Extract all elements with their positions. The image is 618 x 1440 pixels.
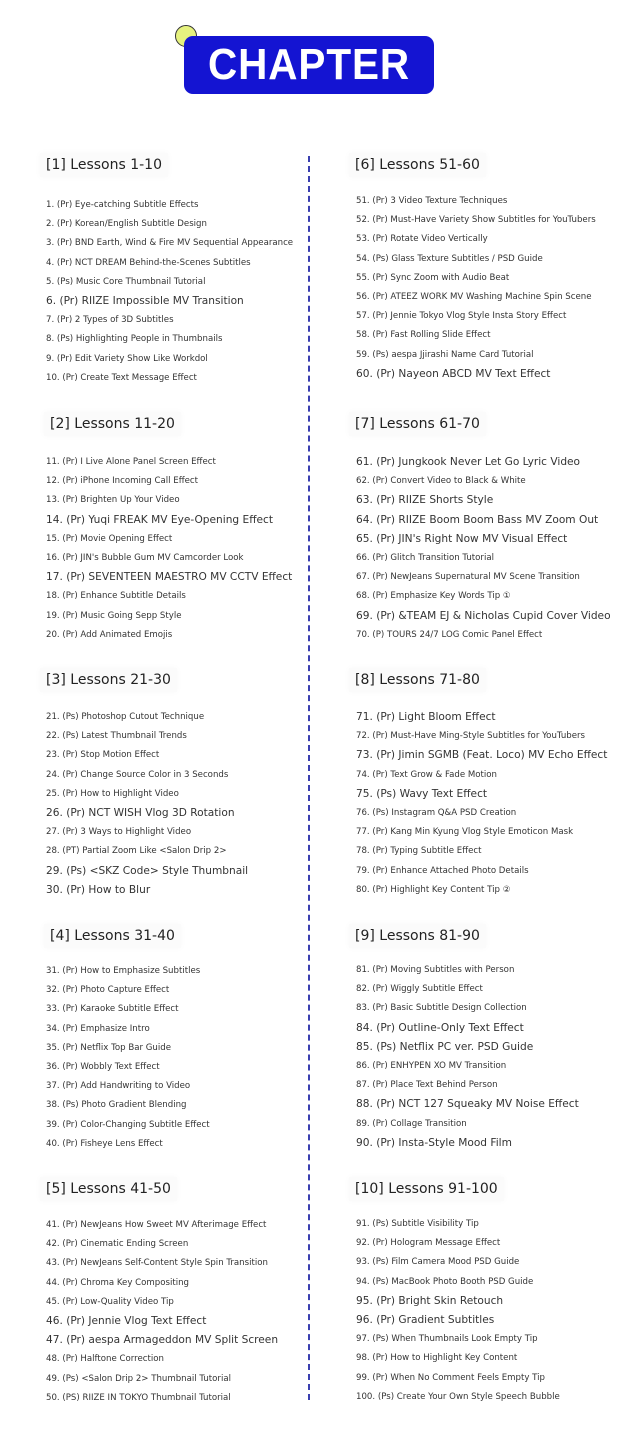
lesson-item: 49. (Ps) <Salon Drip 2> Thumbnail Tutorial — [46, 1373, 231, 1384]
lesson-item: 58. (Pr) Fast Rolling Slide Effect — [356, 330, 491, 341]
lesson-item: 71. (Pr) Light Bloom Effect — [356, 711, 496, 723]
lesson-item: 37. (Pr) Add Handwriting to Video — [46, 1081, 191, 1092]
lesson-item: 11. (Pr) I Live Alone Panel Screen Effect — [46, 457, 216, 467]
lesson-item: 94. (Ps) MacBook Photo Booth PSD Guide — [356, 1276, 534, 1287]
lesson-item: 83. (Pr) Basic Subtitle Design Collection — [356, 1003, 527, 1014]
lesson-item: 26. (Pr) NCT WISH Vlog 3D Rotation — [46, 807, 235, 819]
lesson-item: 23. (Pr) Stop Motion Effect — [46, 750, 160, 761]
lesson-item: 82. (Pr) Wiggly Subtitle Effect — [356, 984, 483, 995]
section-title: [7] Lessons 61-70 — [349, 412, 486, 436]
lesson-item: 39. (Pr) Color-Changing Subtitle Effect — [46, 1119, 210, 1130]
lesson-item: 52. (Pr) Must-Have Variety Show Subtitles for YouTubers — [356, 215, 596, 226]
lesson-item: 25. (Pr) How to Highlight Video — [46, 788, 179, 799]
lesson-item: 78. (Pr) Typing Subtitle Effect — [356, 846, 482, 857]
chapter-banner — [184, 36, 434, 94]
section-title: [5] Lessons 41-50 — [40, 1177, 177, 1201]
lesson-item: 9. (Pr) Edit Variety Show Like Workdol — [46, 353, 208, 364]
lesson-item: 85. (Ps) Netflix PC ver. PSD Guide — [356, 1040, 534, 1053]
lesson-item: 38. (Ps) Photo Gradient Blending — [46, 1100, 187, 1111]
lesson-item: 50. (PS) RIIZE IN TOKYO Thumbnail Tutorial — [46, 1392, 231, 1403]
lesson-item: 18. (Pr) Enhance Subtitle Details — [46, 591, 186, 602]
lesson-item: 34. (Pr) Emphasize Intro — [46, 1023, 150, 1034]
lesson-item: 56. (Pr) ATEEZ WORK MV Washing Machine Spin Scene — [356, 292, 592, 302]
lesson-item: 51. (Pr) 3 Video Texture Techniques — [356, 196, 508, 206]
lesson-item: 14. (Pr) Yuqi FREAK MV Eye-Opening Effect — [46, 513, 274, 526]
lesson-item: 89. (Pr) Collage Transition — [356, 1118, 467, 1129]
lesson-item: 19. (Pr) Music Going Sepp Style — [46, 610, 182, 621]
lesson-item: 86. (Pr) ENHYPEN XO MV Transition — [356, 1061, 507, 1071]
lesson-item: 99. (Pr) When No Comment Feels Empty Tip — [356, 1372, 545, 1383]
lesson-item: 81. (Pr) Moving Subtitles with Person — [356, 965, 515, 975]
lesson-item: 47. (Pr) aespa Armageddon MV Split Screen — [46, 1334, 279, 1347]
lesson-item: 8. (Ps) Highlighting People in Thumbnails — [46, 334, 223, 345]
lesson-item: 65. (Pr) JIN's Right Now MV Visual Effect — [356, 532, 568, 545]
lesson-item: 10. (Pr) Create Text Message Effect — [46, 372, 197, 383]
lesson-item: 12. (Pr) iPhone Incoming Call Effect — [46, 476, 199, 487]
lesson-item: 16. (Pr) JIN's Bubble Gum MV Camcorder Look — [46, 553, 244, 563]
lesson-item: 5. (Ps) Music Core Thumbnail Tutorial — [46, 276, 206, 287]
lesson-item: 66. (Pr) Glitch Transition Tutorial — [356, 553, 494, 563]
lesson-item: 77. (Pr) Kang Min Kyung Vlog Style Emoticon Mask — [356, 827, 574, 838]
lesson-item: 36. (Pr) Wobbly Text Effect — [46, 1062, 160, 1072]
lesson-item: 96. (Pr) Gradient Subtitles — [356, 1314, 495, 1326]
lesson-item: 61. (Pr) Jungkook Never Let Go Lyric Video — [356, 456, 581, 468]
lesson-item: 60. (Pr) Nayeon ABCD MV Text Effect — [356, 367, 551, 380]
lesson-item: 20. (Pr) Add Animated Emojis — [46, 629, 173, 640]
section-title: [1] Lessons 1-10 — [40, 153, 168, 177]
lesson-item: 59. (Ps) aespa Jjirashi Name Card Tutorial — [356, 349, 534, 360]
lesson-item: 6. (Pr) RIIZE Impossible MV Transition — [46, 295, 244, 307]
lesson-item: 46. (Pr) Jennie Vlog Text Effect — [46, 1315, 207, 1327]
lesson-item: 33. (Pr) Karaoke Subtitle Effect — [46, 1004, 179, 1015]
lesson-item: 7. (Pr) 2 Types of 3D Subtitles — [46, 315, 174, 326]
lesson-item: 84. (Pr) Outline-Only Text Effect — [356, 1021, 524, 1034]
lesson-item: 1. (Pr) Eye-catching Subtitle Effects — [46, 200, 199, 210]
lesson-item: 53. (Pr) Rotate Video Vertically — [356, 234, 488, 245]
lesson-item: 28. (PT) Partial Zoom Like <Salon Drip 2> — [46, 846, 227, 857]
lesson-item: 57. (Pr) Jennie Tokyo Vlog Style Insta Story Effect — [356, 311, 567, 322]
lesson-item: 97. (Ps) When Thumbnails Look Empty Tip — [356, 1334, 538, 1345]
section-title: [4] Lessons 31-40 — [44, 924, 181, 948]
lesson-item: 24. (Pr) Change Source Color in 3 Seconds — [46, 769, 229, 780]
lesson-item: 80. (Pr) Highlight Key Content Tip ② — [356, 884, 511, 895]
lesson-item: 88. (Pr) NCT 127 Squeaky MV Noise Effect — [356, 1098, 579, 1111]
lesson-item: 76. (Ps) Instagram Q&A PSD Creation — [356, 808, 517, 818]
section-title: [6] Lessons 51-60 — [349, 153, 486, 177]
lesson-item: 40. (Pr) Fisheye Lens Effect — [46, 1138, 163, 1149]
lesson-item: 42. (Pr) Cinematic Ending Screen — [46, 1239, 189, 1250]
section-title: [9] Lessons 81-90 — [349, 924, 486, 948]
lesson-item: 92. (Pr) Hologram Message Effect — [356, 1238, 501, 1249]
lesson-item: 13. (Pr) Brighten Up Your Video — [46, 495, 180, 506]
lesson-item: 54. (Ps) Glass Texture Subtitles / PSD Guide — [356, 253, 543, 264]
section-title: [10] Lessons 91-100 — [349, 1177, 504, 1201]
lesson-item: 95. (Pr) Bright Skin Retouch — [356, 1294, 504, 1307]
lesson-item: 87. (Pr) Place Text Behind Person — [356, 1080, 498, 1091]
column-divider — [308, 156, 310, 1400]
lesson-item: 75. (Ps) Wavy Text Effect — [356, 787, 488, 800]
lesson-item: 27. (Pr) 3 Ways to Highlight Video — [46, 827, 192, 838]
lesson-item: 90. (Pr) Insta-Style Mood Film — [356, 1136, 512, 1149]
lesson-item: 3. (Pr) BND Earth, Wind & Fire MV Sequential Appearance — [46, 238, 294, 249]
lesson-item: 100. (Ps) Create Your Own Style Speech Bubble — [356, 1391, 560, 1402]
lesson-item: 45. (Pr) Low-Quality Video Tip — [46, 1296, 174, 1307]
lesson-item: 2. (Pr) Korean/English Subtitle Design — [46, 219, 207, 230]
lesson-item: 41. (Pr) NewJeans How Sweet MV Afterimage Effect — [46, 1220, 267, 1230]
lesson-item: 48. (Pr) Halftone Correction — [46, 1354, 164, 1365]
lesson-item: 73. (Pr) Jimin SGMB (Feat. Loco) MV Echo Effect — [356, 749, 608, 762]
lesson-item: 44. (Pr) Chroma Key Compositing — [46, 1277, 189, 1288]
lesson-item: 70. (P) TOURS 24/7 LOG Comic Panel Effect — [356, 629, 543, 640]
lesson-item: 62. (Pr) Convert Video to Black & White — [356, 476, 526, 487]
lesson-item: 4. (Pr) NCT DREAM Behind-the-Scenes Subtitles — [46, 257, 251, 268]
lesson-item: 63. (Pr) RIIZE Shorts Style — [356, 494, 494, 507]
section-title: [3] Lessons 21-30 — [40, 668, 177, 692]
lesson-item: 79. (Pr) Enhance Attached Photo Details — [356, 865, 529, 876]
lesson-item: 22. (Ps) Latest Thumbnail Trends — [46, 731, 187, 742]
lesson-item: 67. (Pr) NewJeans Supernatural MV Scene Transition — [356, 572, 580, 583]
lesson-item: 74. (Pr) Text Grow & Fade Motion — [356, 769, 497, 780]
lesson-item: 29. (Ps) <SKZ Code> Style Thumbnail — [46, 864, 249, 877]
lesson-item: 17. (Pr) SEVENTEEN MAESTRO MV CCTV Effect — [46, 571, 293, 584]
lesson-item: 55. (Pr) Sync Zoom with Audio Beat — [356, 272, 510, 283]
lesson-item: 21. (Ps) Photoshop Cutout Technique — [46, 712, 205, 722]
lesson-item: 69. (Pr) &TEAM EJ & Nicholas Cupid Cover Video — [356, 609, 611, 622]
lesson-item: 72. (Pr) Must-Have Ming-Style Subtitles for YouTubers — [356, 731, 586, 742]
lesson-item: 31. (Pr) How to Emphasize Subtitles — [46, 966, 201, 976]
lesson-item: 91. (Ps) Subtitle Visibility Tip — [356, 1219, 479, 1229]
lesson-item: 68. (Pr) Emphasize Key Words Tip ① — [356, 591, 511, 602]
lesson-item: 43. (Pr) NewJeans Self-Content Style Spin Transition — [46, 1258, 268, 1269]
lesson-item: 35. (Pr) Netflix Top Bar Guide — [46, 1042, 171, 1053]
lesson-item: 98. (Pr) How to Highlight Key Content — [356, 1353, 518, 1364]
lesson-item: 32. (Pr) Photo Capture Effect — [46, 985, 170, 996]
lesson-item: 64. (Pr) RIIZE Boom Boom Bass MV Zoom Out — [356, 513, 599, 526]
lesson-item: 30. (Pr) How to Blur — [46, 883, 151, 896]
section-title: [8] Lessons 71-80 — [349, 668, 486, 692]
lesson-item: 15. (Pr) Movie Opening Effect — [46, 533, 173, 544]
banner-title: CHAPTER — [207, 40, 411, 89]
section-title: [2] Lessons 11-20 — [44, 412, 181, 436]
lesson-item: 93. (Ps) Film Camera Mood PSD Guide — [356, 1257, 520, 1268]
